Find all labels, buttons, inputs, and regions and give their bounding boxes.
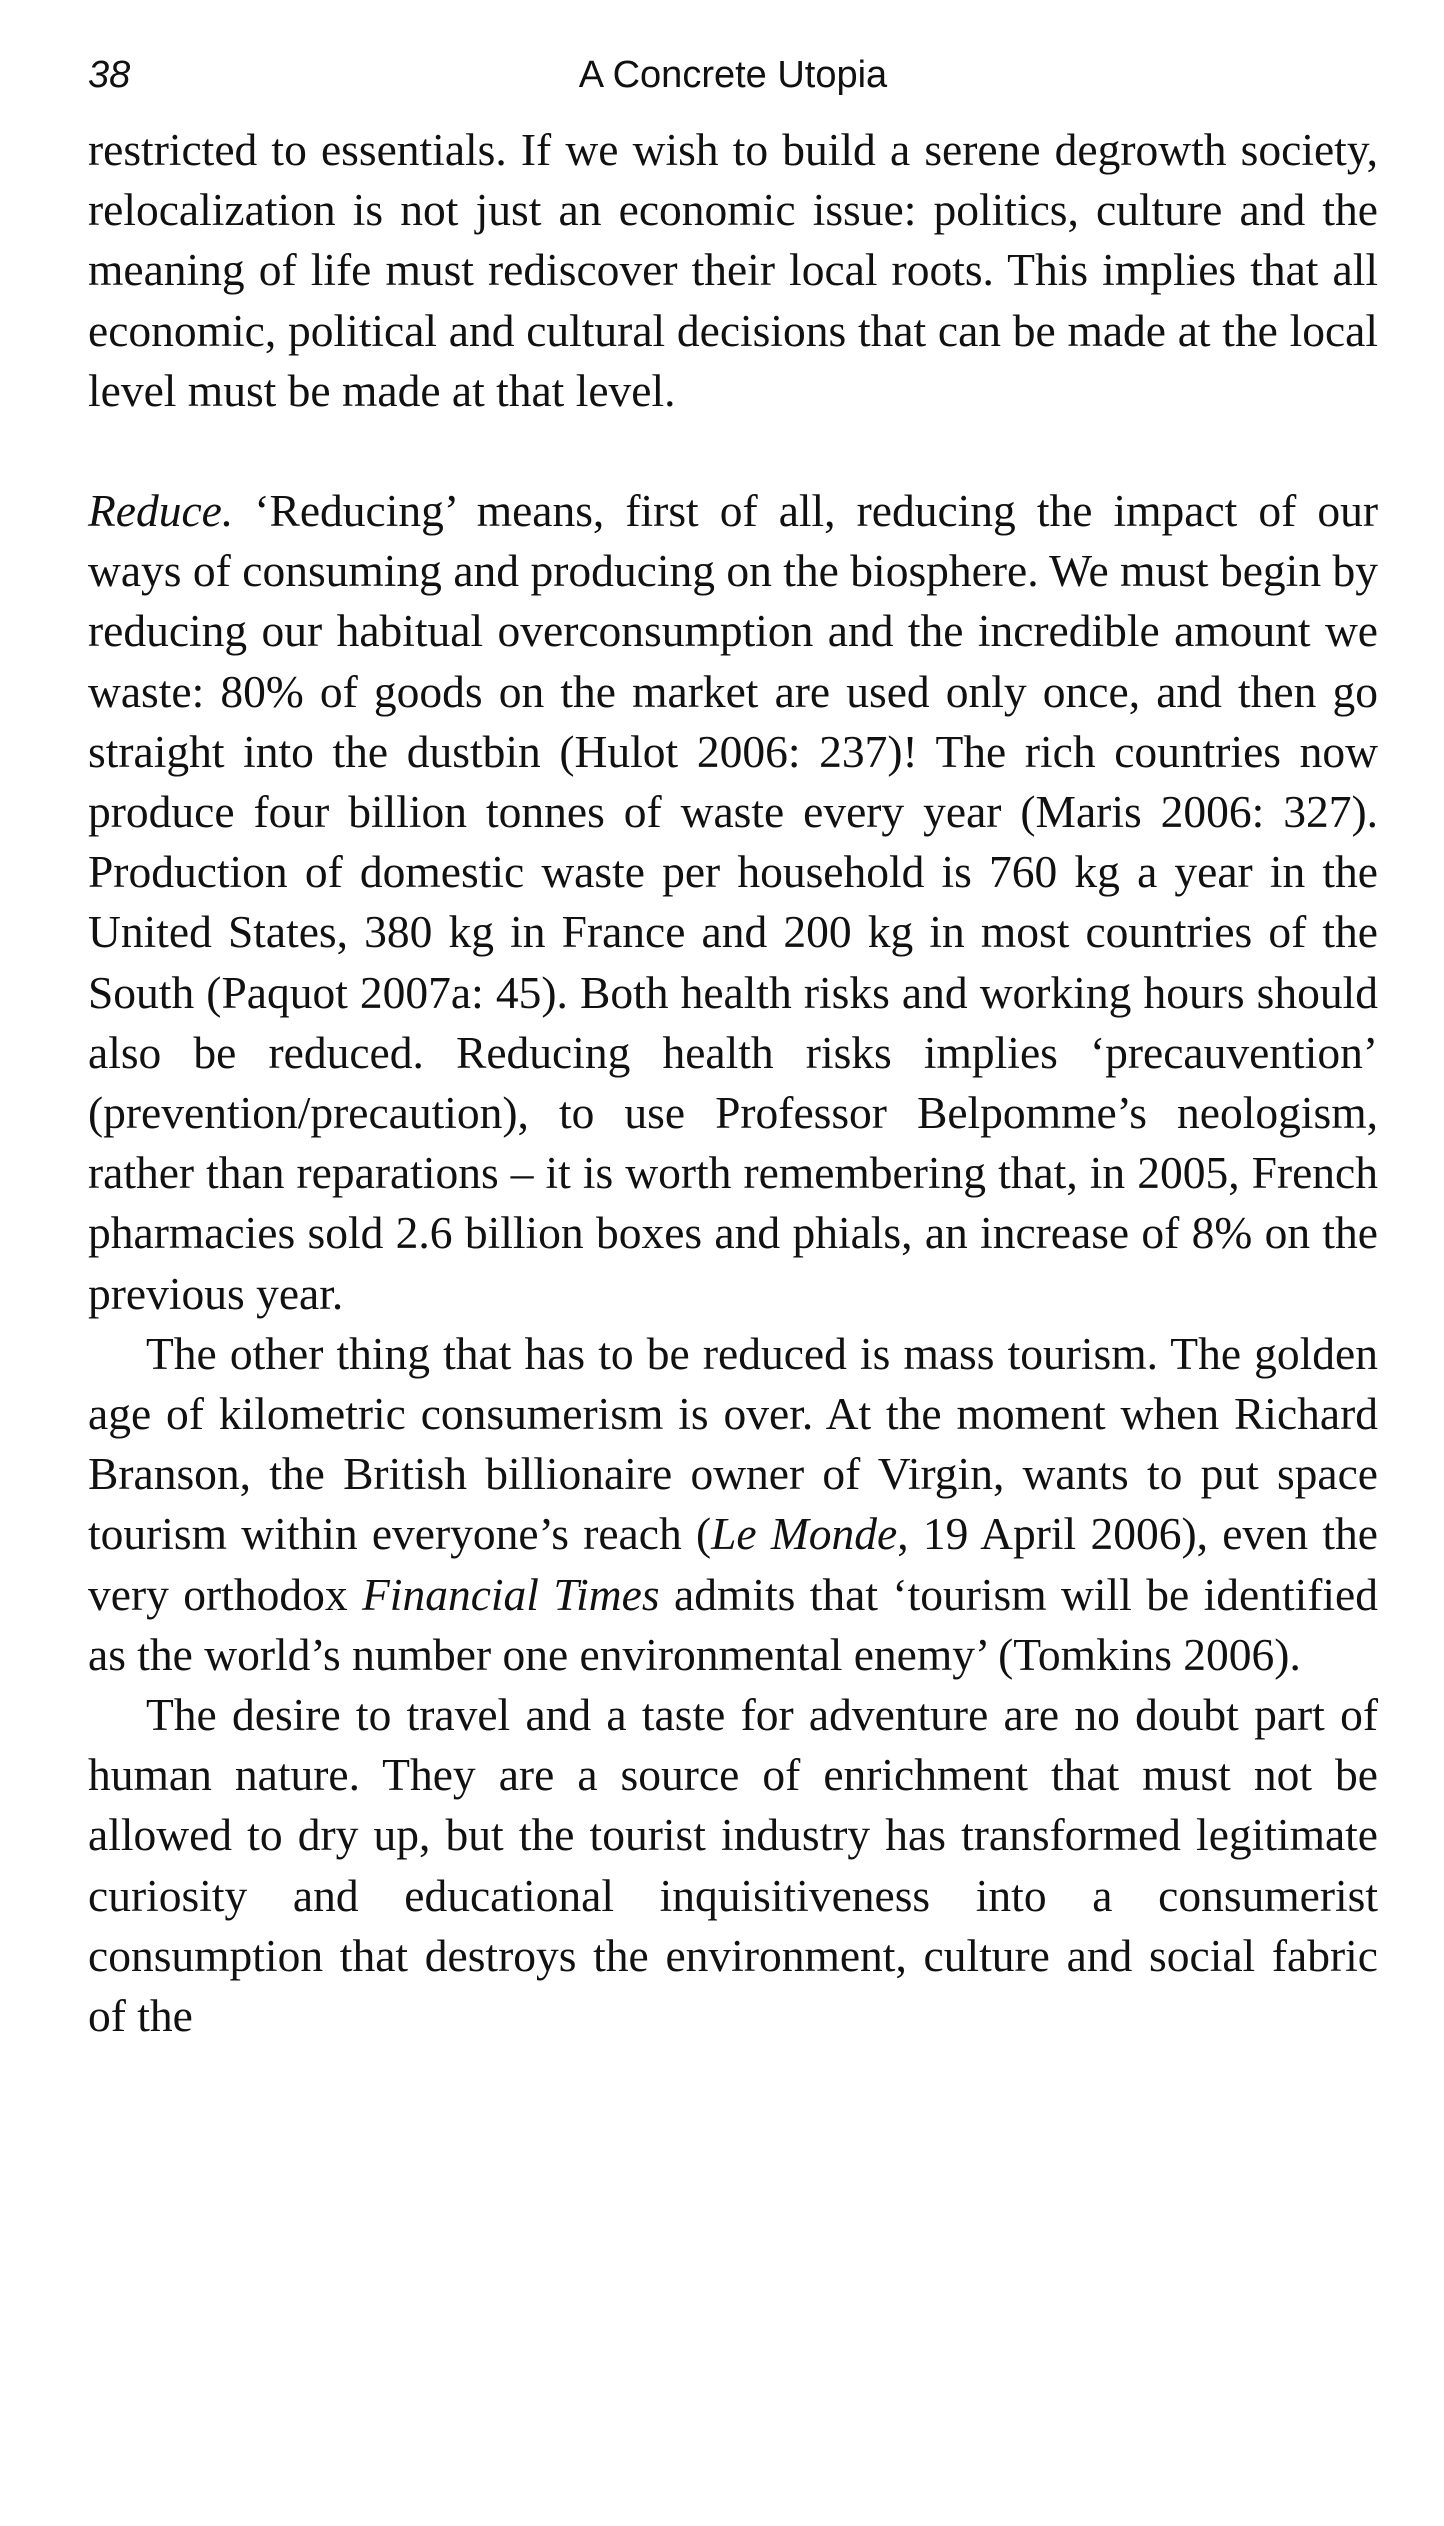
paragraph-tourism-part2: , 19 April 2006), even the very orthodox [88,1508,1378,1620]
paragraph-reduce [88,481,1378,1324]
lead-term-reduce: Reduce. [88,485,234,537]
paragraph-tourism-part3: admits that ‘tourism will be identified as the world’s number one environmental enemy’ (Tomkins 2006). [88,1568,1379,1680]
running-title: A Concrete Utopia [578,54,888,96]
paragraph-relocalization: restricted to essentials. If we wish to build a serene degrowth society, relocalization is not just an economic issue: politics, culture and the meaning of life must rediscover their local roots. This implies that all economic, political and cultural decisions that can be made at the local level must be made at that level. [88,124,1378,416]
citation-le-monde: Le Monde [711,1508,898,1560]
paragraph-travel-desire: The desire to travel and a taste for adventure are no doubt part of human nature. They are a source of enrichment that must not be allowed to dry up, but the tourist industry has transformed legitimate curiosity and educational inquisitiveness into a consumerist consumption that destroys the environment, culture and social fabric of the [88,1689,1378,2042]
body-text [88,120,1378,2046]
paragraph-tourism-part1: The other thing that has to be reduced is mass tourism. The golden age of kilometric consumerism is over. At the moment when Richard Branson, the British billionaire owner of Virgin, wants to put space tourism within everyone’s reach ( [88,1327,1378,1560]
page-number: 38 [88,54,131,96]
paragraph-reduce-text: ‘Reducing’ means, first of all, reducing the impact of our ways of consuming and producing on the biosphere. We must begin by reducing our habitual overconsumption and the incredible amount we waste: 80% of goods on the market are used only once, and then go straight into the dustbin (Hulot 2006: 237)! The rich countries now produce four billion tonnes of waste every year (Maris 2006: 327). Production of domestic waste per household is 760 kg a year in the United States, 380 kg in France and 200 kg in most countries of the South (Paquot 2007a: 45). Both health risks and working hours should also be reduced. Reducing health risks implies ‘precauvention’ (prevention/precaution), to use Professor Belpomme’s neologism, rather than reparations – it is worth remembering that, in 2005, French pharmacies sold 2.6 billion boxes and phials, an increase of 8% on the previous year. [88,485,1378,1319]
paragraph-tourism [88,1324,1378,1685]
running-head [88,40,1378,120]
section-gap [88,421,1378,481]
book-page [88,40,1378,2046]
citation-financial-times: Financial Times [362,1568,660,1620]
